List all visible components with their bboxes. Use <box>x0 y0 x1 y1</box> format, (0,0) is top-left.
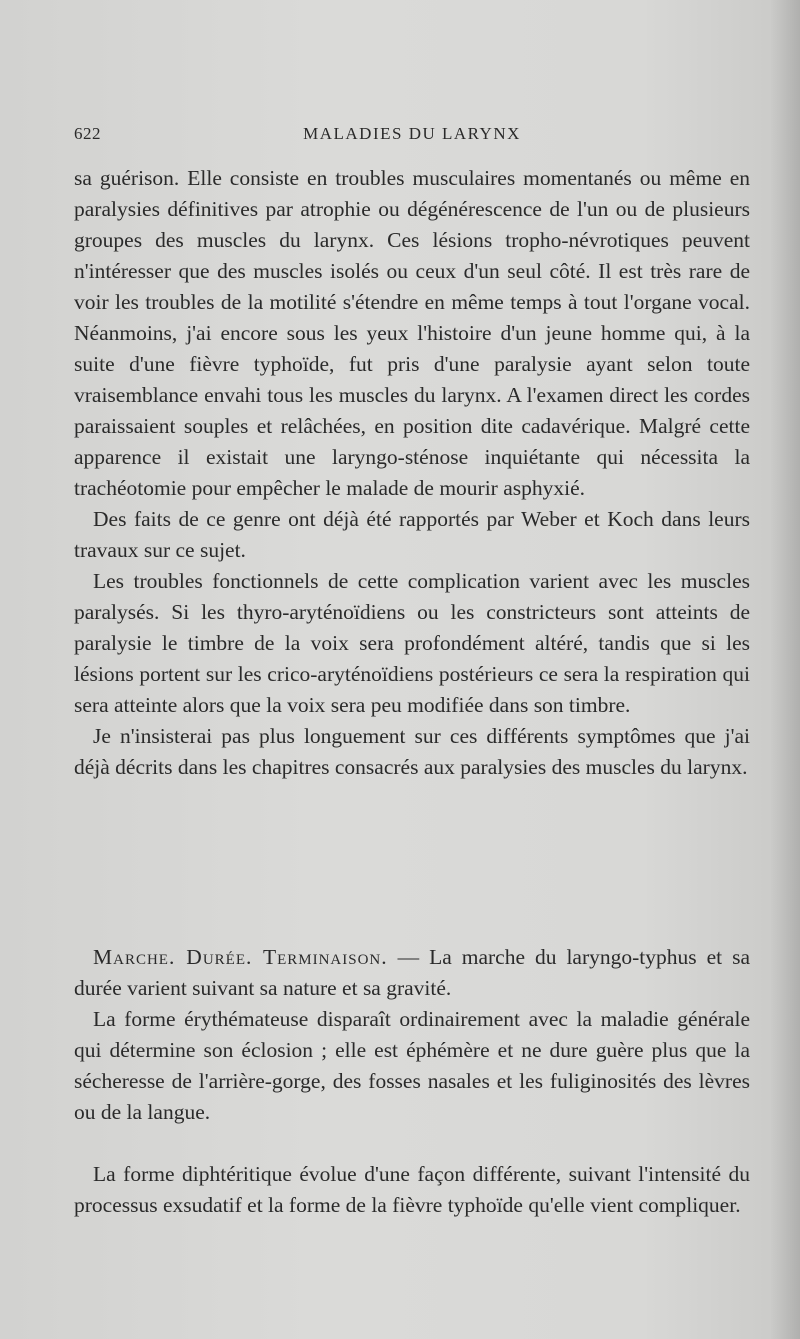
paragraph: Des faits de ce genre ont déjà été rapportés par Weber et Koch dans leurs travaux sur ce sujet. <box>74 507 750 562</box>
page-header <box>74 124 750 148</box>
paragraph: La forme diphtéritique évolue d'une façon différente, suivant l'intensité du processus exsudatif et la forme de la fièvre typhoïde qu'elle vient compliquer. <box>74 1162 750 1217</box>
paragraph: Je n'insisterai pas plus longuement sur ces différents symptômes que j'ai déjà décrits dans les chapitres consacrés aux paralysies des muscles du larynx. <box>74 724 750 779</box>
paragraph: sa guérison. Elle consiste en troubles musculaires momentanés ou même en paralysies définitives par atrophie ou dégénérescence de l'un ou de plusieurs groupes des muscles du larynx. Ces lésions tropho-névrotiques peuvent n'intéresser que des muscles isolés ou ceux d'un seul côté. Il est très rare de voir les troubles de la motilité s'étendre en même temps à tout l'organe vocal. Néanmoins, j'ai encore sous les yeux l'histoire d'un jeune homme qui, à la suite d'une fièvre typhoïde, fut pris d'une paralysie ayant selon toute vraisemblance envahi tous les muscles du larynx. A l'examen direct les cordes paraissaient souples et relâchées, en position dite cadavérique. Malgré cette apparence il existait une laryngo-sténose inquiétante qui nécessita la trachéotomie pour empêcher le malade de mourir asphyxié. <box>74 166 750 500</box>
page-edge-shadow <box>770 0 800 1339</box>
section-heading: Marche. Durée. Terminaison. <box>93 945 388 969</box>
text-section-paralysis <box>74 163 750 783</box>
paragraph: Les troubles fonctionnels de cette complication varient avec les muscles paralysés. Si les thyro-aryténoïdiens ou les constricteurs sont atteints de paralysie le timbre de la voix sera profondément altéré, tandis que si les lésions portent sur les crico-aryténoïdiens postérieurs ce sera la respiration qui sera atteinte alors que la voix sera peu modifiée dans son timbre. <box>74 569 750 717</box>
text-section-marche <box>74 942 750 1128</box>
section-heading-text: — La marche du laryngo-typhus et sa durée varient suivant sa nature et sa gravité. <box>74 945 750 1000</box>
running-title: MALADIES DU LARYNX <box>303 124 521 143</box>
page-number: 622 <box>74 124 101 143</box>
paragraph: La forme érythémateuse disparaît ordinairement avec la maladie générale qui détermine son éclosion ; elle est éphémère et ne dure guère plus que la sécheresse de l'arrière-gorge, des fosses nasales et les fuliginosités des lèvres ou de la langue. <box>74 1007 750 1124</box>
section-heading-paragraph <box>74 942 750 1004</box>
text-section-diphteritique <box>74 1159 750 1221</box>
